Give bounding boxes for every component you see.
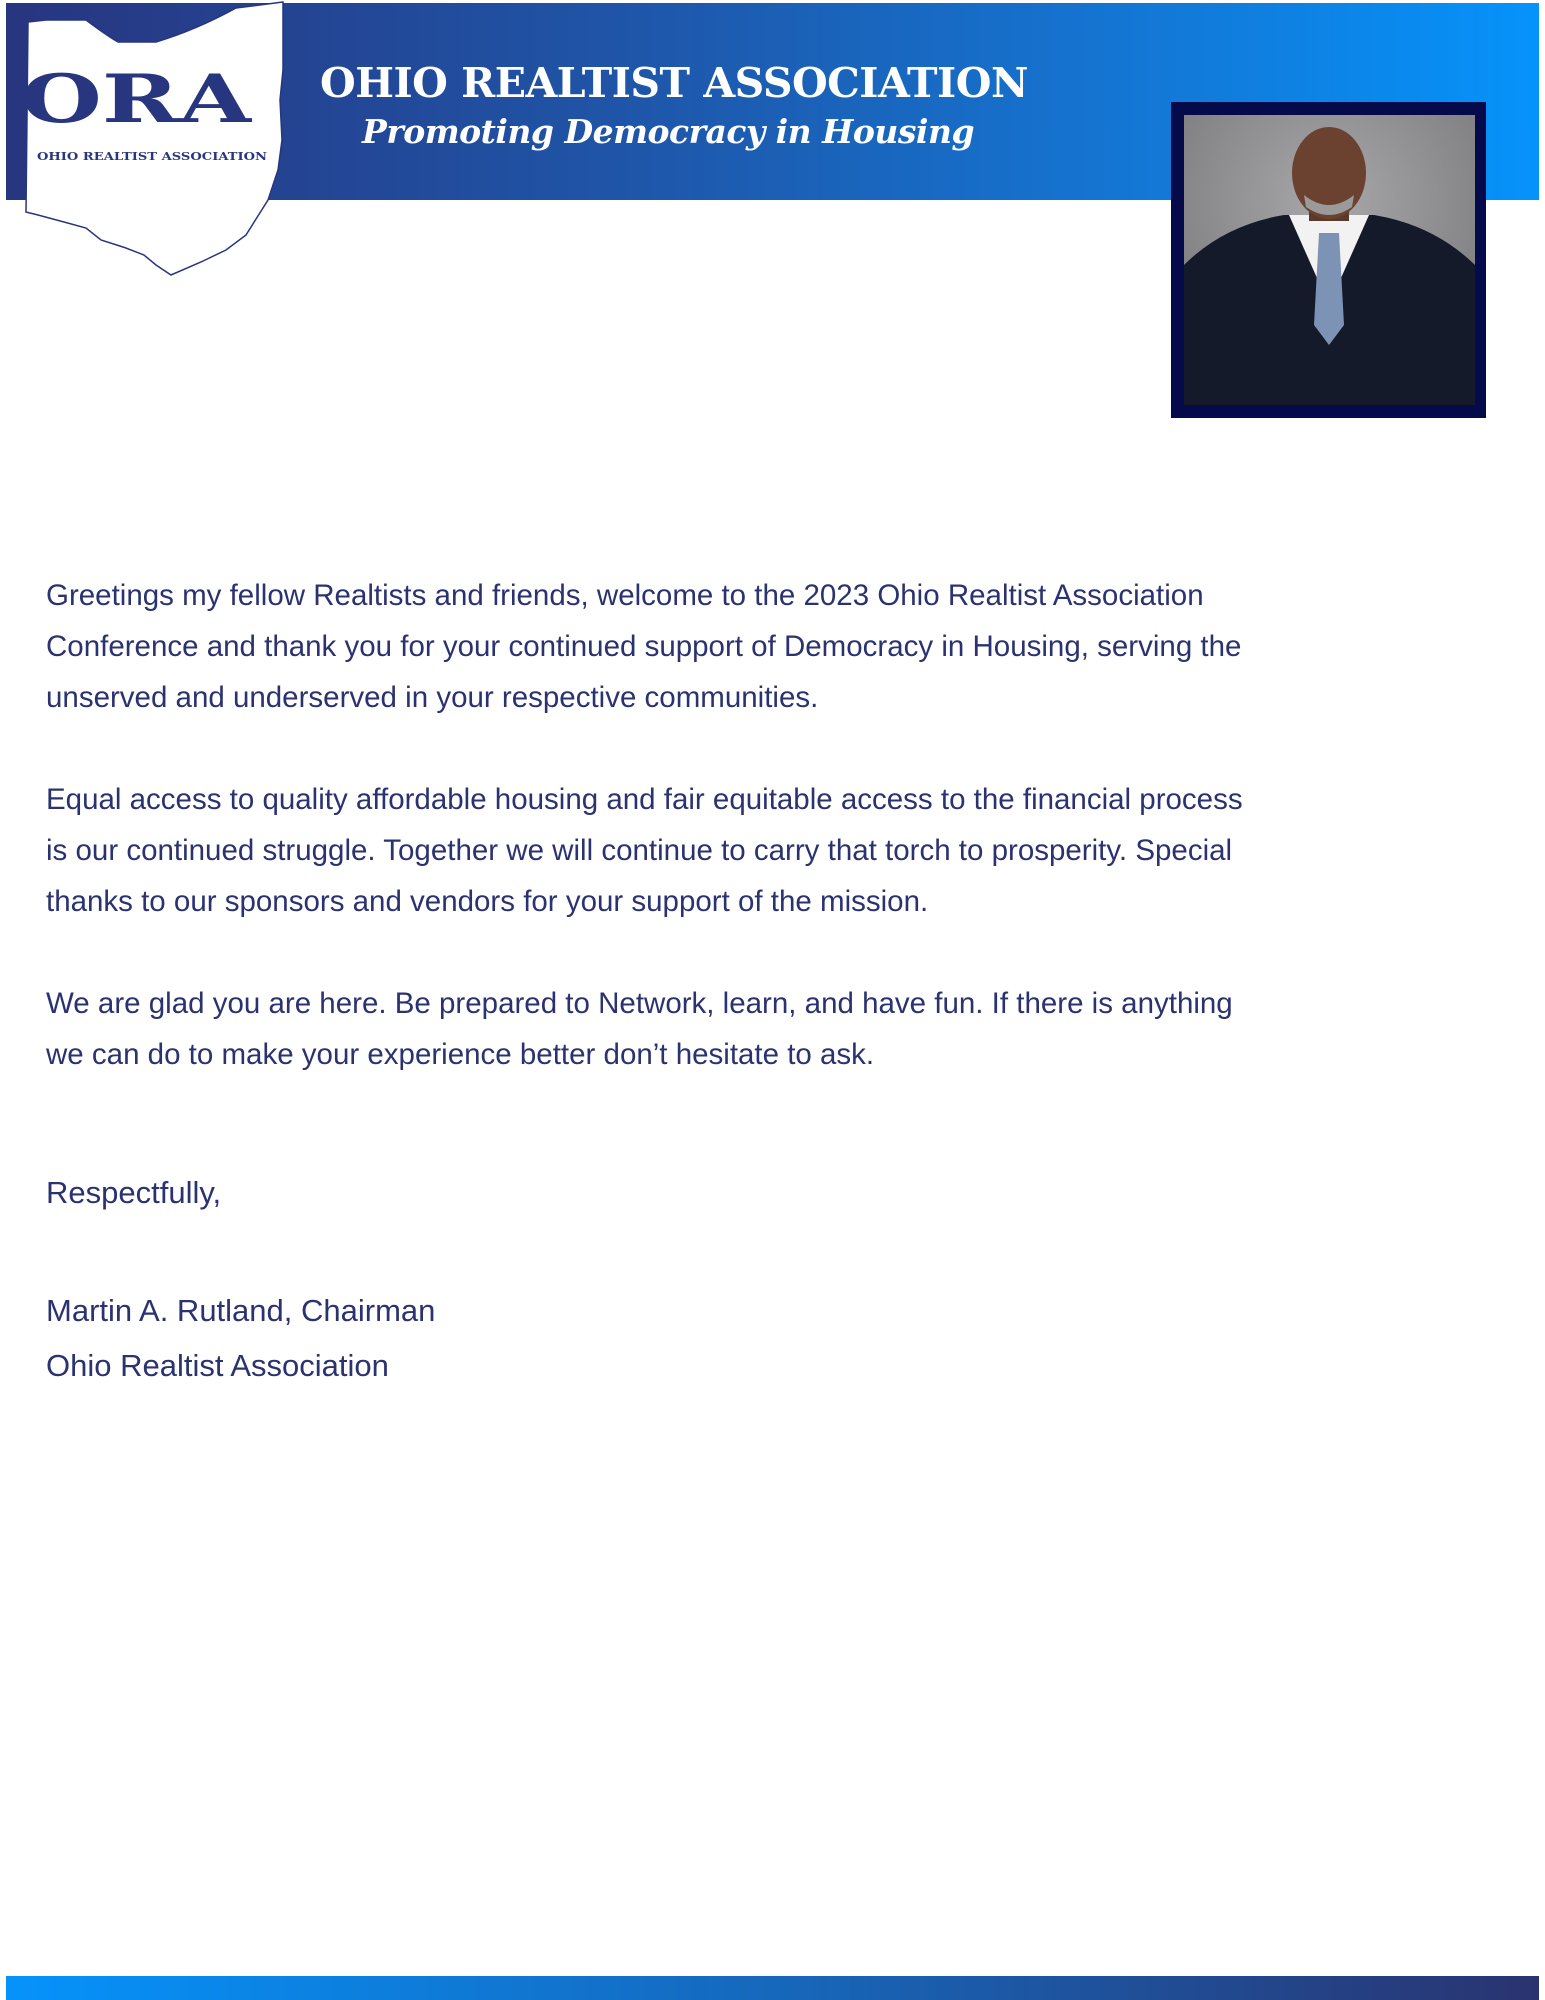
letter-body (46, 570, 1506, 1131)
text-line: Conference and thank you for your continued support of Democracy in Housing, serving the (46, 630, 1242, 663)
text-line: unserved and underserved in your respective communities. (46, 681, 819, 714)
paragraph-2 (46, 774, 1506, 927)
organization-title: OHIO REALTIST ASSOCIATION (320, 59, 1028, 107)
signer-organization: Ohio Realtist Association (46, 1348, 389, 1383)
logo-subtext: OHIO REALTIST ASSOCIATION (37, 150, 267, 163)
portrait-image (1184, 115, 1475, 405)
chairman-photo (1171, 102, 1486, 418)
paragraph-3 (46, 978, 1506, 1080)
logo-text: ORA (21, 60, 253, 138)
text-line: Greetings my fellow Realtists and friends, welcome to the 2023 Ohio Realtist Association (46, 579, 1204, 612)
closing: Respectfully, (46, 1175, 222, 1210)
paragraph-1 (46, 570, 1506, 723)
signature-block (46, 1283, 435, 1393)
text-line: Equal access to quality affordable housing and fair equitable access to the financial process (46, 783, 1243, 816)
text-line: is our continued struggle. Together we will continue to carry that torch to prosperity. Special (46, 834, 1233, 867)
signer-name: Martin A. Rutland, Chairman (46, 1293, 436, 1328)
text-line: We are glad you are here. Be prepared to Network, learn, and have fun. If there is anything (46, 987, 1233, 1020)
organization-tagline: Promoting Democracy in Housing (362, 112, 975, 151)
footer-bar (6, 1976, 1539, 2000)
text-line: we can do to make your experience better don’t hesitate to ask. (46, 1038, 875, 1071)
text-line: thanks to our sponsors and vendors for your support of the mission. (46, 885, 929, 918)
ora-logo (6, 0, 286, 280)
